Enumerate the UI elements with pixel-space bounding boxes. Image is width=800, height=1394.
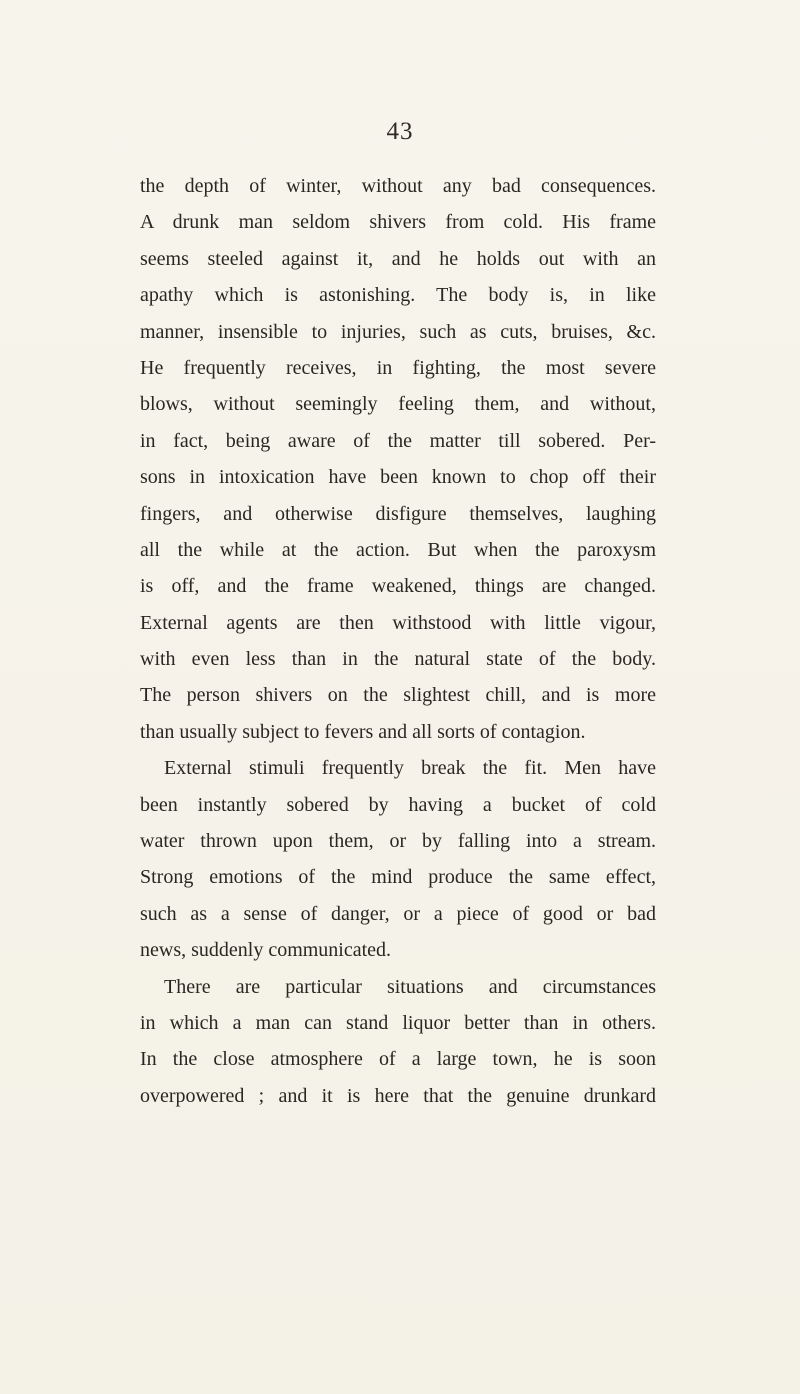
- text-line: Strong emotions of the mind produce the same effect,: [140, 866, 656, 889]
- paragraph-start-line: There are particular situations and circumstances: [164, 975, 656, 998]
- text-line: all the while at the action. But when the paroxysm: [140, 538, 656, 561]
- text-line: overpowered ; and it is here that the genuine drunkard: [140, 1084, 656, 1107]
- text-line: fingers, and otherwise disfigure themselves, laughing: [140, 502, 656, 525]
- text-line: apathy which is astonishing. The body is, in like: [140, 284, 656, 307]
- text-line: blows, without seemingly feeling them, and without,: [140, 393, 656, 416]
- text-line: The person shivers on the slightest chill, and is more: [140, 684, 656, 707]
- text-line: manner, insensible to injuries, such as cuts, bruises, &c.: [140, 320, 656, 343]
- text-line: the depth of winter, without any bad consequences.: [140, 175, 656, 197]
- text-line: External agents are then withstood with little vigour,: [140, 611, 656, 634]
- text-line: news, suddenly communicated.: [140, 939, 392, 962]
- paragraph-start-line: External stimuli frequently break the fit. Men have: [164, 757, 656, 780]
- text-line: is off, and the frame weakened, things are changed.: [140, 575, 656, 598]
- text-line: A drunk man seldom shivers from cold. His frame: [140, 211, 656, 234]
- text-line: seems steeled against it, and he holds out with an: [140, 247, 656, 270]
- text-line: in fact, being aware of the matter till sobered. Per-: [140, 429, 656, 452]
- text-line: in which a man can stand liquor better than in others.: [140, 1011, 656, 1034]
- text-line: been instantly sobered by having a bucket of cold: [140, 793, 656, 816]
- page-number: 43: [386, 118, 414, 145]
- text-line: He frequently receives, in fighting, the most severe: [140, 356, 656, 379]
- text-line: sons in intoxication have been known to chop off their: [140, 466, 656, 489]
- text-line: than usually subject to fevers and all sorts of contagion.: [140, 720, 586, 743]
- text-line: water thrown upon them, or by falling into a stream.: [140, 830, 656, 853]
- text-line: with even less than in the natural state of the body.: [140, 648, 656, 671]
- text-line: In the close atmosphere of a large town, he is soon: [140, 1048, 656, 1071]
- body-text: [140, 168, 656, 1114]
- text-line: such as a sense of danger, or a piece of good or bad: [140, 902, 656, 925]
